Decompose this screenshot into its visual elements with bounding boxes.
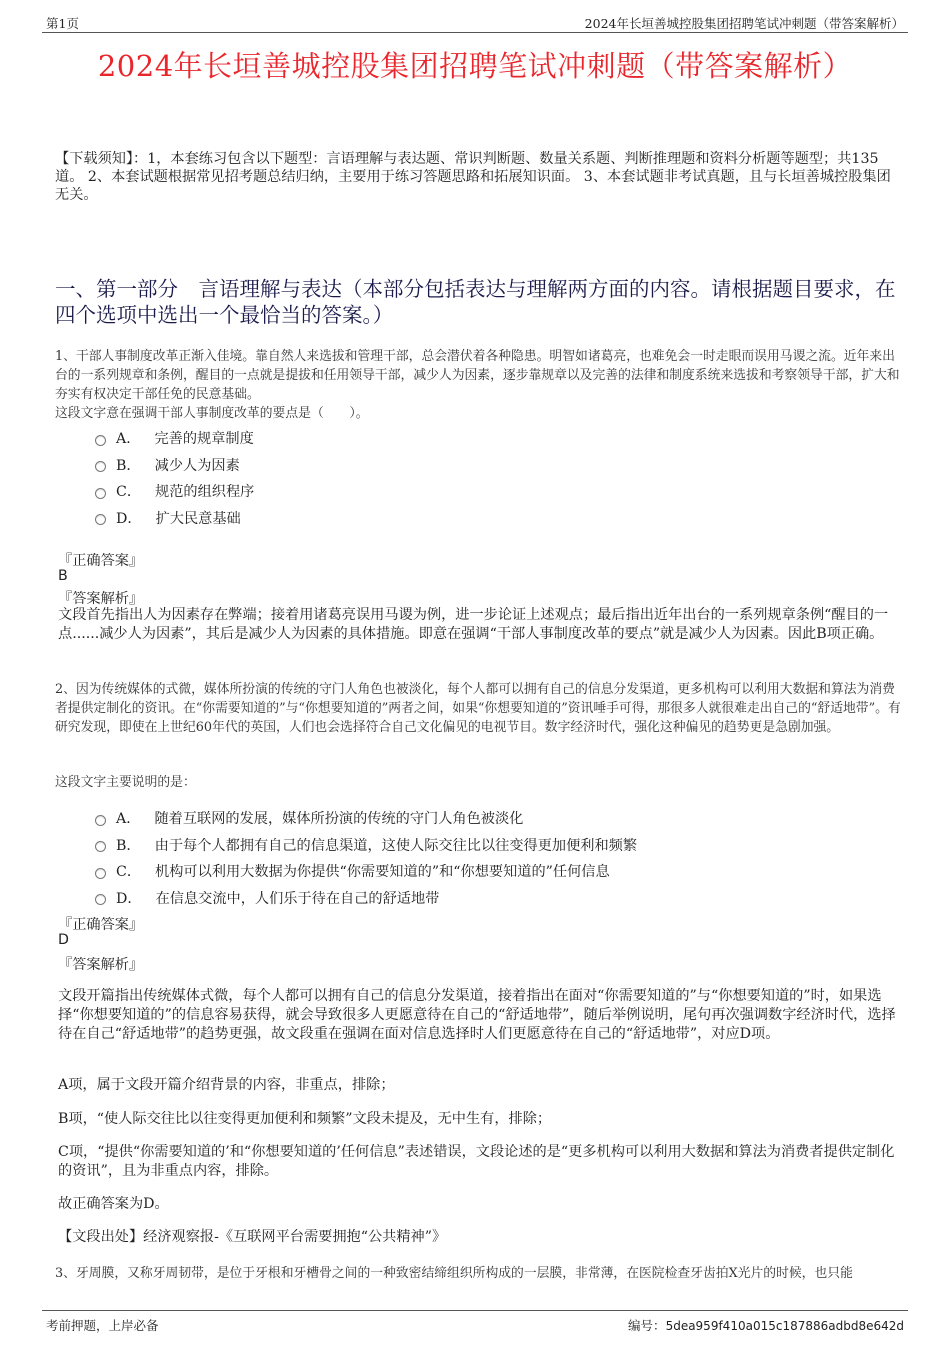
question-3-text: 3、牙周膜，又称牙周韧带，是位于牙根和牙槽骨之间的一种致密结缔组织所构成的一层膜，非常薄，在医院检查牙齿拍X光片的时候，也只能: [55, 1266, 853, 1281]
footer-slogan: 考前押题，上岸必备: [46, 1318, 159, 1333]
question-2-options: [95, 805, 875, 911]
question-2-option-d[interactable]: [95, 885, 875, 912]
option-text: 由于每个人都拥有自己的信息渠道，这使人际交往比以往变得更加便利和频繁: [154, 837, 638, 854]
option-letter: B．: [116, 457, 141, 474]
question-1-answer: B: [58, 568, 68, 584]
question-1-analysis-label: 『答案解析』: [58, 591, 144, 607]
question-1-prompt: 这段文字意在强调干部人事制度改革的要点是（ ）。: [55, 406, 369, 421]
radio-icon[interactable]: [95, 841, 106, 852]
question-2-option-b[interactable]: [95, 832, 875, 859]
question-1-option-a[interactable]: [95, 425, 875, 452]
question-2-source: 【文段出处】经济观察报-《互联网平台需要拥抱“公共精神”》: [58, 1229, 447, 1245]
question-2-text: 2、因为传统媒体的式微，媒体所扮演的传统的守门人角色也被淡化，每个人都可以拥有自己的信息分发渠道，更多机构可以利用大数据和算法为消费者提供定制化的资讯。在“你需要知道的”与“你想要知道的”两者之间，如果“你想要知道的”资讯唾手可得，那很多人就很难走出自己的“舒适地带”。有研究发现，即使在上世纪60年代的英国，人们也会选择符合自己文化偏见的电视节目。数字经济时代，强化这种偏见的趋势更是急剧加强。: [55, 682, 901, 735]
question-1-text: [55, 347, 903, 423]
radio-icon[interactable]: [95, 815, 106, 826]
header-doc-title: 2024年长垣善城控股集团招聘笔试冲刺题（带答案解析）: [584, 16, 904, 31]
radio-icon[interactable]: [95, 894, 106, 905]
radio-icon[interactable]: [95, 461, 106, 472]
question-1-answer-label: 『正确答案』: [58, 553, 144, 569]
option-letter: C．: [116, 864, 142, 881]
option-text: 机构可以利用大数据为你提供“你需要知道的”和“你想要知道的”任何信息: [155, 864, 610, 881]
question-1-option-c[interactable]: [95, 478, 875, 505]
question-2-analysis-a: A项，属于文段开篇介绍背景的内容，非重点，排除；: [58, 1077, 395, 1093]
section-heading: 一、第一部分 言语理解与表达（本部分包括表达与理解两方面的内容。请根据题目要求，在四个选项中选出一个最恰当的答案。）: [55, 277, 896, 327]
option-text: 在信息交流中，人们乐于待在自己的舒适地带: [155, 890, 440, 907]
page-header: [42, 10, 908, 33]
page-number: 第1页: [46, 16, 79, 31]
question-1-options: [95, 425, 875, 531]
question-2-analysis-main: 文段开篇指出传统媒体式微，每个人都可以拥有自己的信息分发渠道，接着指出在面对“你需要知道的”与“你想要知道的”时，如果选择“你想要知道的”的信息容易获得，就会导致很多人更愿意待在自己的“舒适地带”，随后举例说明，尾句再次强调数字经济时代，选择待在自己“舒适地带”的趋势更强，故文段重在强调在面对信息选择时人们更愿意待在自己的“舒适地带”，对应D项。: [58, 988, 896, 1042]
question-2-analysis-c: C项，“提供“你需要知道的’和“你想要知道的’任何信息”表述错误，文段论述的是“更多机构可以利用大数据和算法为消费者提供定制化的资讯”，且为非重点内容，排除。: [58, 1144, 895, 1179]
question-2-prompt: 这段文字主要说明的是：: [55, 775, 196, 790]
option-text: 随着互联网的发展，媒体所扮演的传统的守门人角色被淡化: [154, 811, 524, 828]
option-text: 完善的规章制度: [154, 431, 254, 448]
radio-icon[interactable]: [95, 868, 106, 879]
option-text: 扩大民意基础: [155, 510, 241, 527]
download-notice: 【下载须知】：1，本套练习包含以下题型：言语理解与表达题、常识判断题、数量关系题、判断推理题和资料分析题等题型；共135道。 2、本套试题根据常见招考题总结归纳，主要用于练习答题思路和拓展知识面。 3、本套试题非考试真题，且与长垣善城控股集团无关。: [55, 151, 891, 203]
question-2-analysis-b: B项，“使人际交往比以往变得更加便利和频繁”文段未提及，无中生有，排除；: [58, 1111, 552, 1127]
radio-icon[interactable]: [95, 435, 106, 446]
option-text: 减少人为因素: [154, 457, 240, 474]
option-letter: D．: [116, 510, 142, 527]
question-2-answer-label: 『正确答案』: [58, 917, 144, 933]
question-1-option-d[interactable]: [95, 505, 875, 532]
page-footer: [42, 1310, 908, 1333]
radio-icon[interactable]: [95, 514, 106, 525]
question-2-analysis-conclusion: 故正确答案为D。: [58, 1196, 169, 1212]
question-2-option-a[interactable]: [95, 805, 875, 832]
option-letter: C．: [116, 484, 142, 501]
question-1-option-b[interactable]: [95, 452, 875, 479]
option-letter: A．: [116, 811, 141, 828]
question-1-stem: 1、干部人事制度改革正渐入佳境。靠自然人来选拔和管理干部，总会潜伏着各种隐患。明智如诸葛亮，也难免会一时走眼而误用马谡之流。近年来出台的一系列规章和条例，醒目的一点就是提拔和任用领导干部，减少人为因素，逐步靠规章以及完善的法律和制度系统来选拔和考察领导干部，扩大和夯实有权决定干部任免的民意基础。: [55, 349, 900, 402]
option-text: 规范的组织程序: [155, 484, 255, 501]
option-letter: A．: [116, 431, 141, 448]
footer-code-value: 5dea959f410a015c187886adbd8e642d: [665, 1319, 904, 1333]
option-letter: D．: [116, 890, 142, 907]
radio-icon[interactable]: [95, 488, 106, 499]
option-letter: B．: [116, 837, 141, 854]
question-2-option-c[interactable]: [95, 858, 875, 885]
page-title: 2024年长垣善城控股集团招聘笔试冲刺题（带答案解析）: [97, 49, 853, 83]
footer-code: [628, 1316, 904, 1334]
question-2-answer: D: [58, 932, 69, 948]
question-2-analysis-label: 『答案解析』: [58, 957, 144, 973]
footer-code-label: 编号：: [628, 1318, 666, 1333]
question-1-analysis: 文段首先指出人为因素存在弊端；接着用诸葛亮误用马谡为例，进一步论证上述观点；最后指出近年出台的一系列规章条例“醒目的一点......减少人为因素”，其后是减少人为因素的具体措施。即意在强调“干部人事制度改革的要点”就是减少人为因素。因此B项正确。: [58, 607, 889, 642]
